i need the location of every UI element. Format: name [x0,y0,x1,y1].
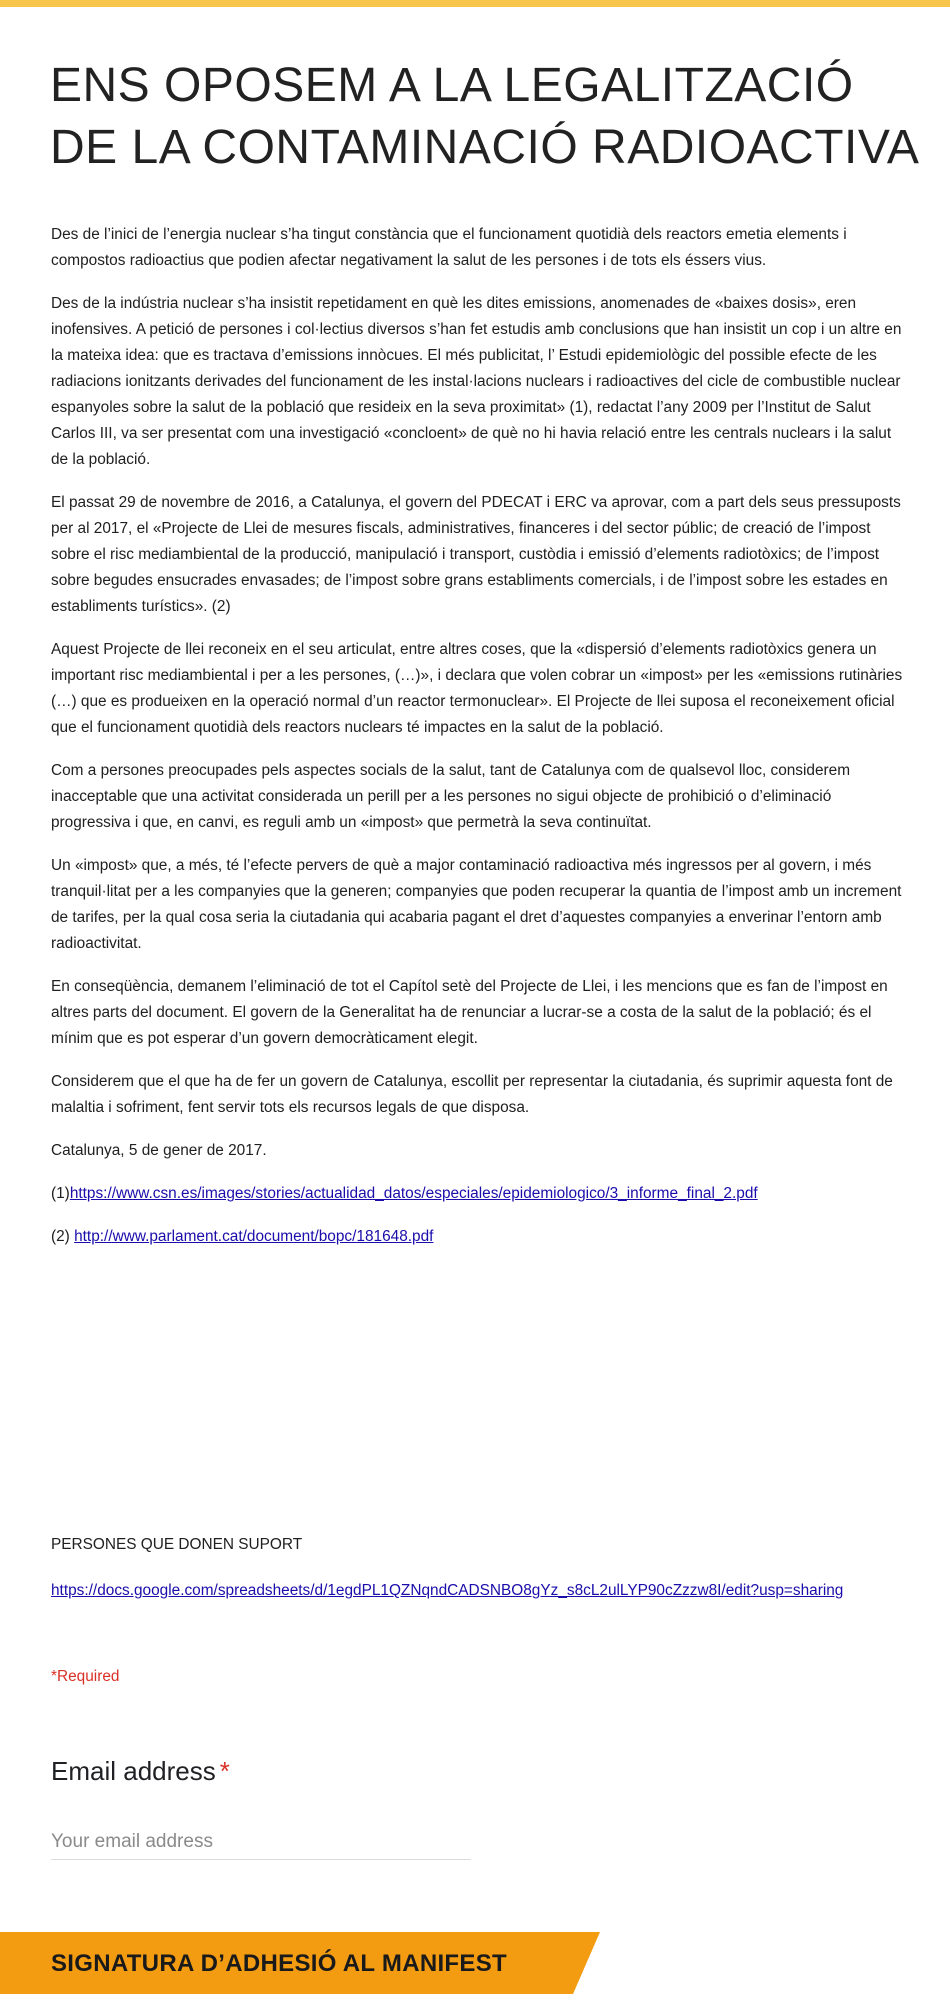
email-question-label: Email address [51,1756,216,1786]
description-paragraph: Aquest Projecte de llei reconeix en el seu articulat, entre altres coses, que la «dispersió d’elements radiotòxics genera un important risc mediambiental i per a les persones, (…)», i declara que volen cobrar un «impost» per les «emissions rutinàries (…) que es produeixen en la operació normal d’un reactor termonuclear». El Projecte de llei suposa el reconeixement oficial que el funcionament quotidià dels reactors nuclears té impactes en la salut de la població. [51,641,903,736]
reference-1-link[interactable]: https://www.csn.es/images/stories/actualidad_datos/especiales/epidemiologico/3_informe_final_2.pdf [69,1185,758,1202]
email-input[interactable] [51,1825,471,1860]
description-paragraph: Considerem que el que ha de fer un govern de Catalunya, escollit per representar la ciutadania, és suprimir aquesta font de malaltia i sofriment, fent servir tots els recursos legals de que disposa. [51,1073,893,1116]
description-paragraph: Catalunya, 5 de gener de 2017. [51,1142,267,1159]
supporters-link[interactable]: https://docs.google.com/spreadsheets/d/1egdPL1QZNqndCADSNBO8gYz_s8cL2ulLYP90cZzzw8I/edit?usp=sharing [51,1582,844,1599]
description-paragraph: Com a persones preocupades pels aspectes socials de la salut, tant de Catalunya com de qualsevol lloc, considerem inacceptable que una activitat considerada un perill per a les persones no sigui objecte de prohibició o d’eliminació progressiva i que, en canvi, es reguli amb un «impost» que permetrà la seva continuïtat. [51,762,851,831]
reference-1 [51,1181,907,1207]
description-paragraph: Un «impost» que, a més, té l’efecte pervers de què a major contaminació radioactiva més ingressos per al govern, i més tranquil·litat per a les companyies que la generen; companyies que poden recuperar la quantia de l’impost amb un increment de tarifes, per la qual cosa seria la ciutadania qui acabaria pagant el dret d’aquestes companyies a enverinar l’entorn amb radioactivitat. [51,857,902,952]
required-asterisk: * [219,1756,230,1786]
supporters-label: PERSONES QUE DONEN SUPORT [51,1536,303,1553]
description-paragraph: El passat 29 de novembre de 2016, a Catalunya, el govern del PDECAT i ERC va aprovar, com a part dels seus pressuposts per al 2017, el «Projecte de Llei de mesures fiscals, administratives, financeres i del sector públic; de creació de l’impost sobre el risc mediambiental de la producció, manipulació i transport, custòdia i emissió d’elements radiotòxics; de l’impost sobre begudes ensucrades envasades; de l’impost sobre grans establiments comercials, i de l’impost sobre les estades en establiments turístics». (2) [51,494,901,615]
description-paragraph: Des de l’inici de l’energia nuclear s’ha tingut constància que el funcionament quotidià dels reactors emetia elements i compostos radioactius que podien afectar negativament la salut de les persones i de tots els éssers vius. [51,226,847,269]
form-description [51,222,907,1267]
reference-1-prefix: (1) [51,1185,70,1202]
description-paragraph: En conseqüència, demanem l’eliminació de tot el Capítol setè del Projecte de Llei, i les mencions que es fan de l’impost en altres parts del document. El govern de la Generalitat ha de renunciar a lucrar-se a costa de la salut de la població; és el mínim que es pot esperar d’un govern democràticament elegit. [51,978,888,1047]
reference-2-link[interactable]: http://www.parlament.cat/document/bopc/181648.pdf [74,1228,434,1245]
form-accent-bar [0,0,950,7]
description-paragraph: Des de la indústria nuclear s’ha insistit repetidament en què les dites emissions, anomenades de «baixes dosis», eren inofensives. A petició de persones i col·lectius diversos s’han fet estudis amb conclusions que han insistit un cop i un altre en la mateixa idea: que es tractava d’emissions innòcues. El més publicitat, l’ Estudi epidemiològic del possible efecte de les radiacions ionitzants derivades del funcionament de les instal·lacions nuclears i radioactives del cicle de combustible nuclear espanyoles sobre la salut de la població que resideix en la seva proximitat» (1), redactat l’any 2009 per l’Institut de Salut Carlos III, va ser presentat com una investigació «concloent» de què no hi havia relació entre les centrals nuclears i la salut de la població. [51,295,902,468]
required-note: *Required [51,1668,120,1685]
next-section-title: SIGNATURA D’ADHESIÓ AL MANIFEST [51,1950,507,1977]
reference-2 [51,1224,907,1250]
reference-2-prefix: (2) [51,1228,75,1245]
email-question-title [51,1756,230,1787]
form-title: ENS OPOSEM A LA LEGALITZACIÓ DE LA CONTAMINACIÓ RADIOACTIVA [50,59,920,174]
